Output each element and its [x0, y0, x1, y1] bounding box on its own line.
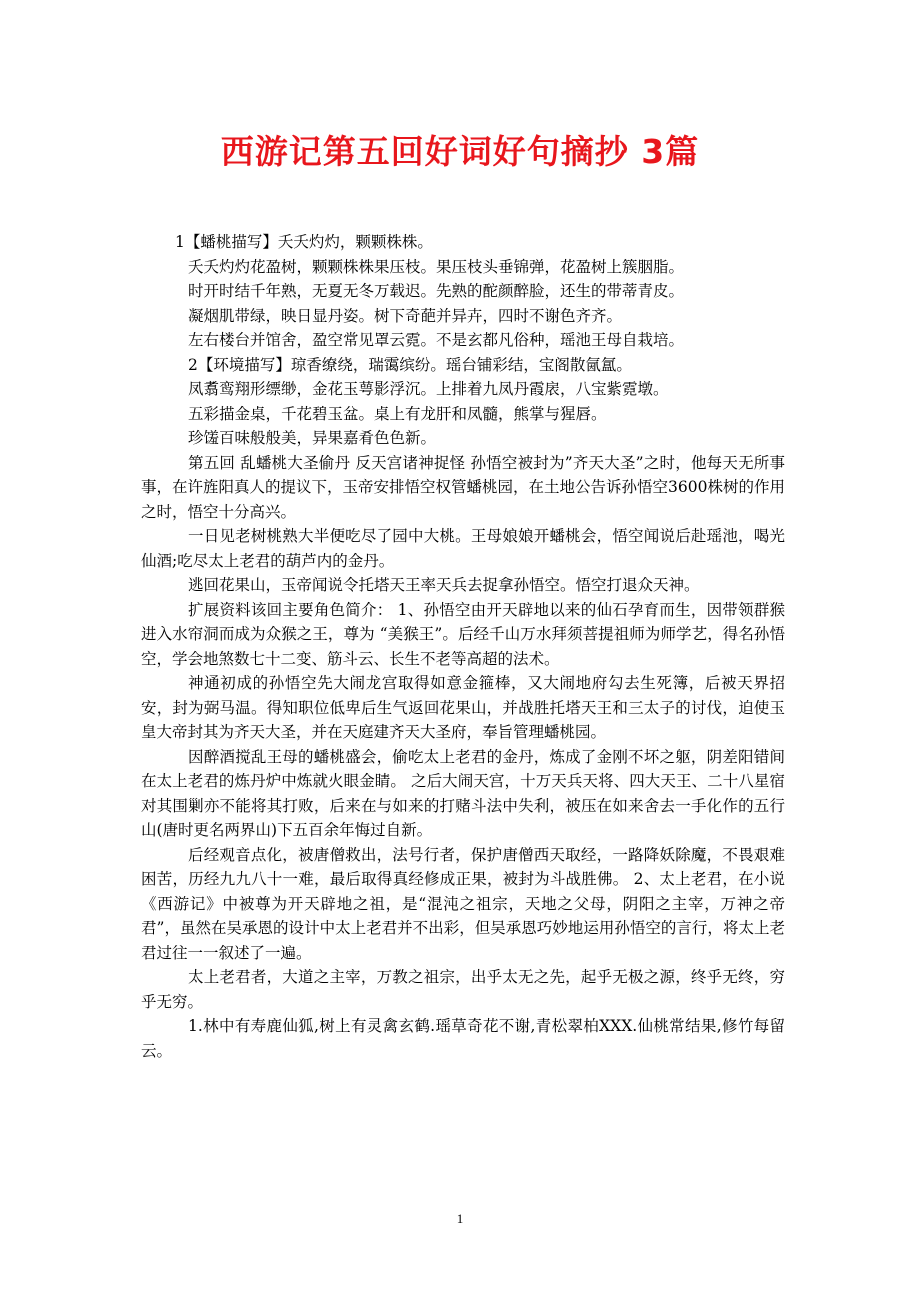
paragraph: 夭夭灼灼花盈树，颗颗株株果压枝。果压枝头垂锦弹，花盈树上簇胭脂。 — [188, 257, 685, 276]
paragraph: 时开时结千年熟，无夏无冬万载迟。先熟的酡颜醉脸，还生的带蒂青皮。 — [188, 282, 685, 300]
paragraph: 1【蟠桃描写】夭夭灼灼，颗颗株株。 — [175, 233, 433, 251]
document-body — [141, 230, 785, 1063]
paragraph: 因醉酒搅乱王母的蟠桃盛会，偷吃太上老君的金丹，炼成了金刚不坏之躯，阴差阳错间在太上老君的炼丹炉中炼就火眼金睛。 之后大闹天宫，十万天兵天将、四大天王、二十八星宿对其围剿亦不能将其打败，后来在与如来的打赌斗法中失利，被压在如来舍去一手化作的五行山(唐时更名两界山)下五百余年悔过自新。 — [141, 747, 785, 839]
paragraph: 珍馐百味般般美，异果嘉肴色色新。 — [188, 429, 437, 447]
paragraph: 凤翥鸾翔形缥缈，金花玉萼影浮沉。上排着九凤丹霞扆，八宝紫霓墩。 — [188, 380, 669, 398]
document-title: 西游记第五回好词好句摘抄 3篇 — [220, 132, 700, 171]
paragraph: 五彩描金桌，千花碧玉盆。桌上有龙肝和凤髓，熊掌与猩唇。 — [188, 404, 607, 423]
paragraph: 2【环境描写】琼香缭绕，瑞霭缤纷。瑶台铺彩结，宝阁散氤氲。 — [188, 355, 632, 374]
paragraph: 逃回花果山，玉帝闻说令托塔天王率天兵去捉拿孙悟空。悟空打退众天神。 — [188, 576, 700, 594]
paragraph: 扩展资料该回主要角色简介： 1、孙悟空由开天辟地以来的仙石孕育而生，因带领群猴进入水帘洞而成为众猴之王，尊为 “美猴王”。后经千山万水拜须菩提祖师为师学艺，得名孙悟空，学会地煞数七十二变、筋斗云、长生不老等高超的法术。 — [141, 600, 785, 668]
page-number: 1 — [456, 1211, 464, 1226]
paragraph: 凝烟肌带绿，映日显丹姿。树下奇葩并异卉，四时不谢色齐齐。 — [188, 306, 623, 325]
paragraph: 太上老君者，大道之主宰，万教之祖宗，出乎太无之先，起乎无极之源，终乎无终，穷乎无穷。 — [141, 968, 785, 1011]
paragraph: 神通初成的孙悟空先大闹龙宫取得如意金箍棒，又大闹地府勾去生死簿，后被天界招安，封为弼马温。得知职位低卑后生气返回花果山，并战胜托塔天王和三太子的讨伐，迫使玉皇大帝封其为齐天大圣，并在天庭建齐天大圣府，奉旨管理蟠桃园。 — [141, 674, 785, 741]
paragraph: 左右楼台并馆舍，盈空常见罩云霓。不是玄都凡俗种，瑶池王母自栽培。 — [188, 331, 685, 349]
paragraph: 后经观音点化，被唐僧救出，法号行者，保护唐僧西天取经，一路降妖除魔，不畏艰难困苦，历经九九八十一难，最后取得真经修成正果，被封为斗战胜佛。 2、太上老君，在小说《西游记》中被尊为开天辟地之祖，是“混沌之祖宗，天地之父母，阴阳之主宰，万神之帝君”，虽然在吴承恩的设计中太上老君并不出彩，但吴承恩巧妙地运用孙悟空的言行，将太上老君过往一一叙述了一遍。 — [141, 845, 785, 962]
paragraph: 第五回 乱蟠桃大圣偷丹 反天宫诸神捉怪 孙悟空被封为”齐天大圣”之时，他每天无所事事，在许旌阳真人的提议下，玉帝安排悟空权管蟠桃园，在土地公告诉孙悟空3600株树的作用之时，悟空十分高兴。 — [141, 453, 785, 521]
paragraph: 1.林中有寿鹿仙狐,树上有灵禽玄鹤.瑶草奇花不谢,青松翠柏XXX.仙桃常结果,修竹每留云。 — [141, 1017, 785, 1060]
paragraph: 一日见老树桃熟大半便吃尽了园中大桃。王母娘娘开蟠桃会，悟空闻说后赴瑶池，喝光仙酒;吃尽太上老君的葫芦内的金丹。 — [141, 527, 785, 570]
